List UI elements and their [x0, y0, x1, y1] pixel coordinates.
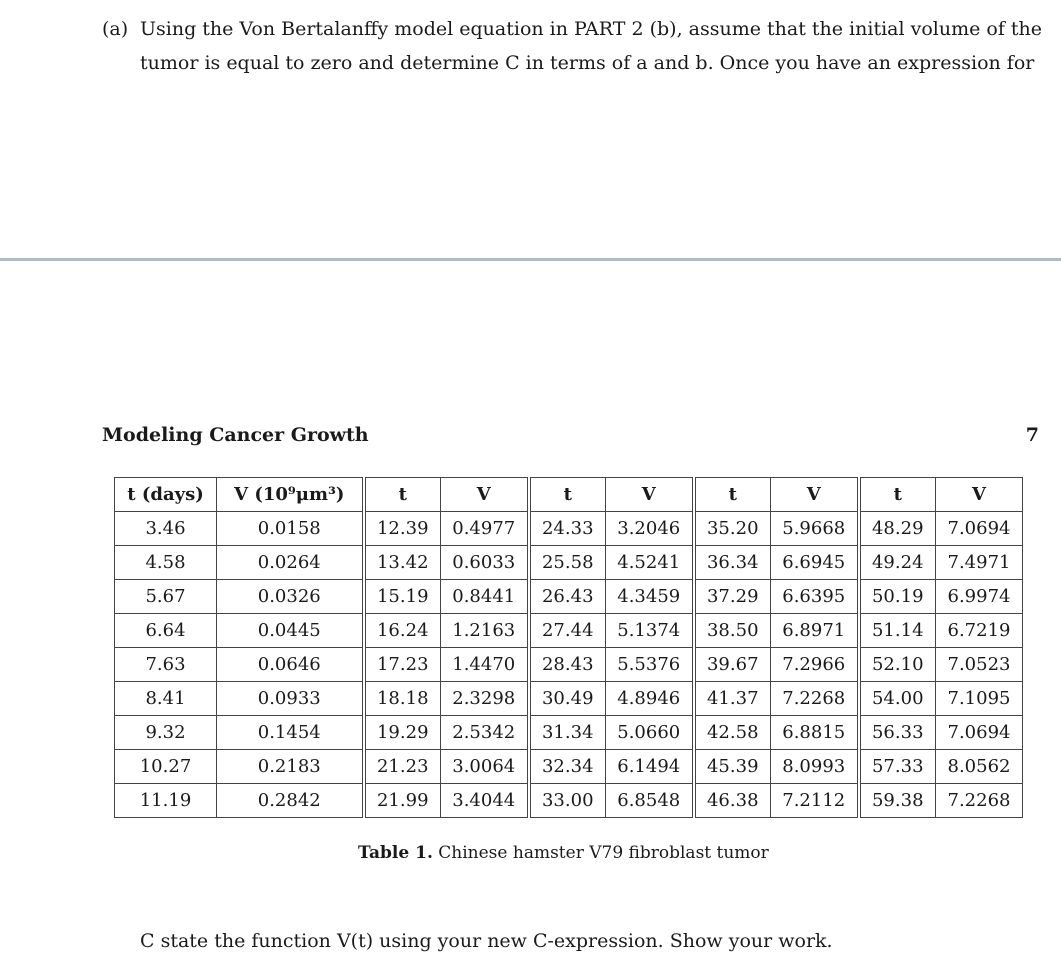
table-cell: 57.33 [859, 750, 936, 784]
header-cell: t [364, 478, 441, 512]
table-cell: 59.38 [859, 784, 936, 818]
table-cell: 35.20 [694, 512, 771, 546]
table-row [115, 648, 1023, 682]
table-cell: 8.41 [115, 682, 217, 716]
table-cell: 5.67 [115, 580, 217, 614]
table-cell: 42.58 [694, 716, 771, 750]
table-cell: 28.43 [529, 648, 606, 682]
table-cell: 1.4470 [441, 648, 529, 682]
table-cell: 6.7219 [936, 614, 1023, 648]
table-cell: 7.63 [115, 648, 217, 682]
table-cell: 0.2183 [217, 750, 364, 784]
item-label: (a) [102, 18, 129, 40]
table-cell: 10.27 [115, 750, 217, 784]
table-cell: 6.8815 [771, 716, 859, 750]
table-cell: 30.49 [529, 682, 606, 716]
table-cell: 0.0445 [217, 614, 364, 648]
table-row [115, 580, 1023, 614]
header-cell: t (days) [115, 478, 217, 512]
header-cell: V [771, 478, 859, 512]
table-cell: 13.42 [364, 546, 441, 580]
table-header-row [115, 478, 1023, 512]
table-cell: 7.2268 [771, 682, 859, 716]
header-cell: V [606, 478, 694, 512]
table-cell: 0.4977 [441, 512, 529, 546]
header-cell: V [936, 478, 1023, 512]
table-cell: 3.4044 [441, 784, 529, 818]
table-cell: 8.0562 [936, 750, 1023, 784]
table-cell: 19.29 [364, 716, 441, 750]
table-cell: 4.58 [115, 546, 217, 580]
table-cell: 18.18 [364, 682, 441, 716]
table-cell: 0.0646 [217, 648, 364, 682]
table-cell: 7.4971 [936, 546, 1023, 580]
table-cell: 5.0660 [606, 716, 694, 750]
table-cell: 5.9668 [771, 512, 859, 546]
table-cell: 7.0523 [936, 648, 1023, 682]
table-cell: 50.19 [859, 580, 936, 614]
running-head: Modeling Cancer Growth [102, 424, 369, 446]
table-cell: 3.0064 [441, 750, 529, 784]
table-cell: 6.6945 [771, 546, 859, 580]
table-cell: 0.0933 [217, 682, 364, 716]
table-cell: 32.34 [529, 750, 606, 784]
table-cell: 37.29 [694, 580, 771, 614]
table-cell: 6.8971 [771, 614, 859, 648]
table-cell: 6.64 [115, 614, 217, 648]
table-cell: 9.32 [115, 716, 217, 750]
table-cell: 26.43 [529, 580, 606, 614]
table-cell: 3.46 [115, 512, 217, 546]
table-cell: 0.0326 [217, 580, 364, 614]
page-divider [0, 258, 1061, 261]
table-cell: 0.2842 [217, 784, 364, 818]
table-cell: 54.00 [859, 682, 936, 716]
table-cell: 8.0993 [771, 750, 859, 784]
table-cell: 24.33 [529, 512, 606, 546]
table-cell: 4.3459 [606, 580, 694, 614]
table-cell: 52.10 [859, 648, 936, 682]
table-cell: 4.8946 [606, 682, 694, 716]
table-cell: 6.6395 [771, 580, 859, 614]
table-cell: 15.19 [364, 580, 441, 614]
table-cell: 0.0264 [217, 546, 364, 580]
table-cell: 21.99 [364, 784, 441, 818]
table-cell: 33.00 [529, 784, 606, 818]
table-cell: 56.33 [859, 716, 936, 750]
table-cell: 7.2268 [936, 784, 1023, 818]
table-cell: 36.34 [694, 546, 771, 580]
table-cell: 2.3298 [441, 682, 529, 716]
table-row [115, 614, 1023, 648]
header-cell: t [694, 478, 771, 512]
table-cell: 0.1454 [217, 716, 364, 750]
table-cell: 6.8548 [606, 784, 694, 818]
table-cell: 5.1374 [606, 614, 694, 648]
table-cell: 1.2163 [441, 614, 529, 648]
table-cell: 0.8441 [441, 580, 529, 614]
table-row [115, 716, 1023, 750]
table-row [115, 682, 1023, 716]
data-table [114, 477, 1023, 818]
table-cell: 7.2966 [771, 648, 859, 682]
table-cell: 5.5376 [606, 648, 694, 682]
table-cell: 3.2046 [606, 512, 694, 546]
table-cell: 0.0158 [217, 512, 364, 546]
table-cell: 6.9974 [936, 580, 1023, 614]
table-cell: 51.14 [859, 614, 936, 648]
caption-text: Chinese hamster V79 fibroblast tumor [438, 843, 769, 863]
page-number: 7 [1025, 424, 1039, 446]
paragraph-line-1 [102, 12, 1042, 46]
header-cell: V [441, 478, 529, 512]
table-cell: 17.23 [364, 648, 441, 682]
table-cell: 46.38 [694, 784, 771, 818]
table-cell: 7.2112 [771, 784, 859, 818]
table-row [115, 784, 1023, 818]
table-cell: 41.37 [694, 682, 771, 716]
table-cell: 0.6033 [441, 546, 529, 580]
table-cell: 25.58 [529, 546, 606, 580]
table-cell: 7.0694 [936, 716, 1023, 750]
table-cell: 7.0694 [936, 512, 1023, 546]
paragraph-line-3: C state the function V(t) using your new C-expression. Show your work. [140, 930, 833, 952]
table-cell: 4.5241 [606, 546, 694, 580]
table-cell: 12.39 [364, 512, 441, 546]
table-cell: 7.1095 [936, 682, 1023, 716]
header-cell: t [859, 478, 936, 512]
header-cell: V (10⁹μm³) [217, 478, 364, 512]
table-cell: 31.34 [529, 716, 606, 750]
table-cell: 38.50 [694, 614, 771, 648]
table-caption [358, 843, 769, 863]
table-cell: 49.24 [859, 546, 936, 580]
table-row [115, 750, 1023, 784]
table-cell: 39.67 [694, 648, 771, 682]
table-row [115, 512, 1023, 546]
caption-label: Table 1. [358, 843, 433, 863]
paragraph-line-2: tumor is equal to zero and determine C in terms of a and b. Once you have an expression for [140, 52, 1035, 74]
table-cell: 2.5342 [441, 716, 529, 750]
paragraph-text-1: Using the Von Bertalanffy model equation in PART 2 (b), assume that the initial volume of the [140, 18, 1043, 40]
table-cell: 45.39 [694, 750, 771, 784]
header-cell: t [529, 478, 606, 512]
table-cell: 21.23 [364, 750, 441, 784]
table-cell: 11.19 [115, 784, 217, 818]
table-cell: 27.44 [529, 614, 606, 648]
table-row [115, 546, 1023, 580]
table-cell: 16.24 [364, 614, 441, 648]
table-cell: 6.1494 [606, 750, 694, 784]
table-cell: 48.29 [859, 512, 936, 546]
